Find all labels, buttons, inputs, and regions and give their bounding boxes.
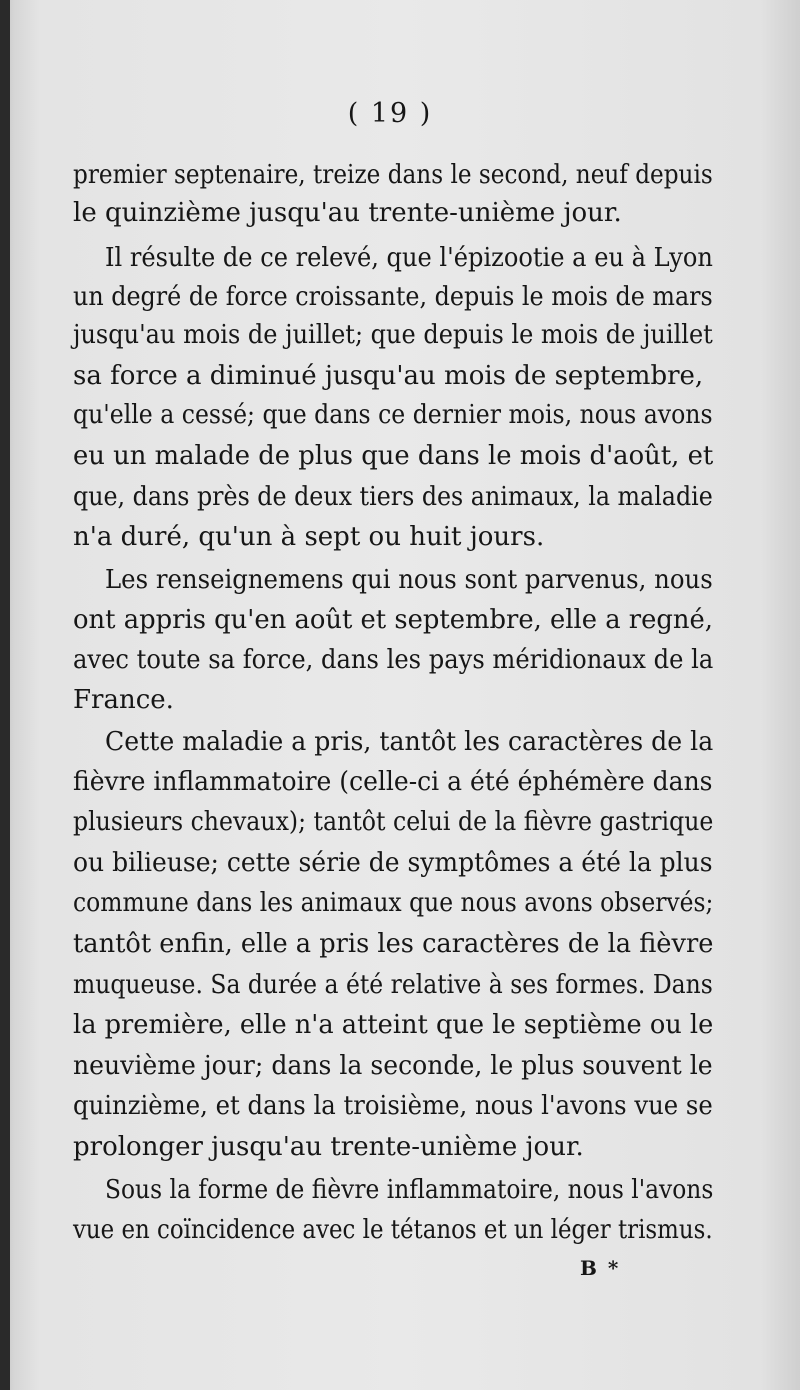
page-number: ( 19 )	[347, 98, 433, 129]
text-line: premier septenaire, treize dans le second, neuf depuis	[73, 160, 713, 190]
text-line: France.	[73, 685, 174, 715]
text-line: ont appris qu'en août et septembre, elle a regné,	[73, 605, 714, 635]
text-line: un degré de force croissante, depuis le mois de mars	[73, 282, 713, 312]
text-line: plusieurs chevaux); tantôt celui de la fièvre gastrique	[73, 807, 714, 837]
text-line: neuvième jour; dans la seconde, le plus souvent le	[73, 1051, 713, 1081]
text-line: le quinzième jusqu'au trente-unième jour.	[73, 198, 622, 228]
text-line: commune dans les animaux que nous avons observés;	[73, 888, 714, 918]
text-line: que, dans près de deux tiers des animaux, la maladie	[73, 482, 713, 512]
page-edge-shadow	[0, 0, 10, 1390]
text-line: avec toute sa force, dans les pays méridionaux de la	[73, 645, 714, 675]
text-line: qu'elle a cessé; que dans ce dernier mois, nous avons	[73, 400, 713, 430]
signature-mark: B *	[580, 1256, 621, 1280]
paragraph-start-line: Les renseignemens qui nous sont parvenus, nous	[105, 565, 713, 595]
text-line: n'a duré, qu'un à sept ou huit jours.	[73, 522, 545, 552]
text-line: vue en coïncidence avec le tétanos et un léger trismus.	[73, 1215, 713, 1245]
paragraph-start-line: Cette maladie a pris, tantôt les caractères de la	[105, 727, 714, 757]
text-line: muqueuse. Sa durée a été relative à ses formes. Dans	[73, 970, 713, 1000]
text-line: ou bilieuse; cette série de symptômes a été la plus	[73, 848, 713, 878]
text-line: fièvre inflammatoire (celle-ci a été éphémère dans	[73, 767, 713, 797]
paragraph-start-line: Il résulte de ce relevé, que l'épizootie a eu à Lyon	[105, 243, 713, 273]
paragraph-start-line: Sous la forme de fièvre inflammatoire, nous l'avons	[105, 1175, 714, 1205]
text-line: eu un malade de plus que dans le mois d'août, et	[73, 441, 714, 471]
text-line: jusqu'au mois de juillet; que depuis le mois de juillet	[73, 320, 713, 350]
text-line: prolonger jusqu'au trente-unième jour.	[73, 1132, 584, 1162]
text-line: tantôt enfin, elle a pris les caractères de la fièvre	[73, 929, 714, 959]
text-line: quinzième, et dans la troisième, nous l'avons vue se	[73, 1091, 713, 1121]
text-line: sa force a diminué jusqu'au mois de septembre,	[73, 361, 704, 391]
text-line: la première, elle n'a atteint que le septième ou le	[73, 1010, 714, 1040]
